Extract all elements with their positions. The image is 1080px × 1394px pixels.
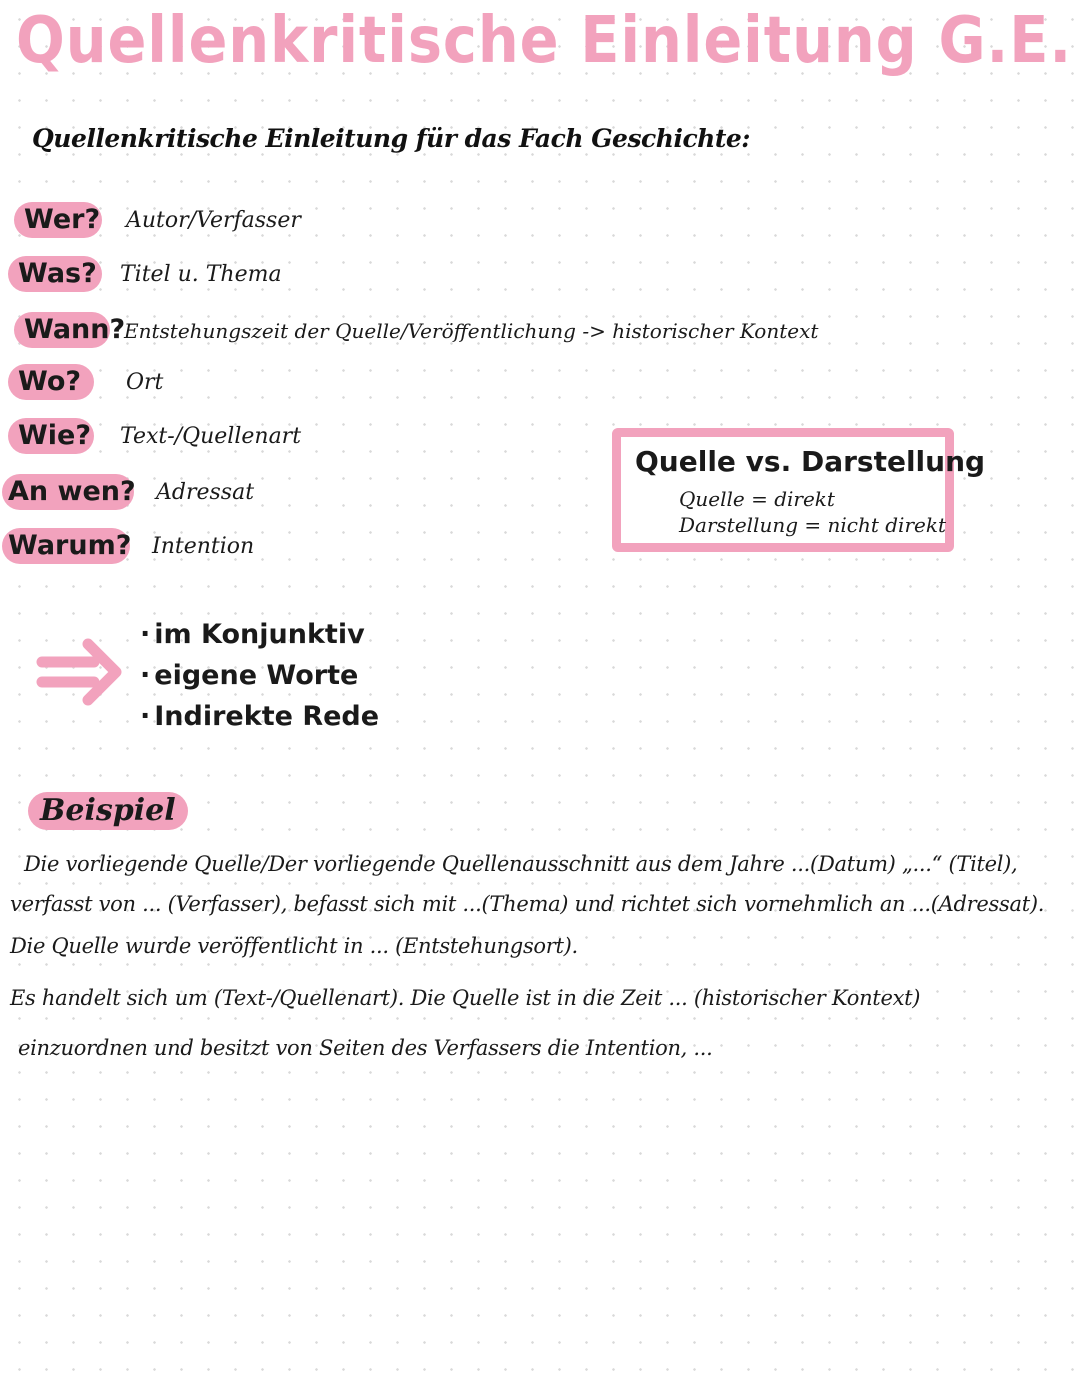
question-label: Wer? xyxy=(14,202,102,238)
question-label: Wann? xyxy=(14,312,110,348)
example-line: Die vorliegende Quelle/Der vorliegende Quellenausschnitt aus dem Jahre ...(Datum) „...“ (Titel), xyxy=(24,852,1018,876)
question-label: Warum? xyxy=(2,528,130,564)
question-answer: Entstehungszeit der Quelle/Veröffentlichung -> historischer Kontext xyxy=(124,319,819,343)
quelle-vs-darstellung-box xyxy=(612,428,986,552)
double-arrow-icon xyxy=(36,636,126,706)
question-label: Wo? xyxy=(8,364,94,400)
question-answer: Autor/Verfasser xyxy=(126,208,301,233)
box-line-quelle: Quelle = direkt xyxy=(679,487,835,511)
example-label: Beispiel xyxy=(28,792,188,830)
example-line: Es handelt sich um (Text-/Quellenart). Die Quelle ist in die Zeit ... (historischer Kontext) xyxy=(10,986,921,1010)
bullet-item: · Indirekte Rede xyxy=(140,696,379,737)
question-label: An wen? xyxy=(2,474,134,510)
question-answer: Text-/Quellenart xyxy=(120,424,302,449)
page-title: Quellenkritische Einleitung G.E. xyxy=(16,4,1073,78)
question-answer: Intention xyxy=(152,534,255,559)
example-line: einzuordnen und besitzt von Seiten des Verfassers die Intention, ... xyxy=(18,1036,713,1060)
question-answer: Adressat xyxy=(156,480,255,505)
question-answer: Ort xyxy=(126,370,164,395)
example-line: Die Quelle wurde veröffentlicht in ... (Entstehungsort). xyxy=(10,934,578,958)
bullet-item: · eigene Worte xyxy=(140,655,379,696)
question-answer: Titel u. Thema xyxy=(120,262,282,287)
question-label: Was? xyxy=(8,256,102,292)
example-line: verfasst von ... (Verfasser), befasst sich mit ...(Thema) und richtet sich vornehmlich an ...(Adressat). xyxy=(10,892,1045,916)
question-label: Wie? xyxy=(8,418,94,454)
bullet-list xyxy=(140,614,379,737)
box-line-darstellung: Darstellung = nicht direkt xyxy=(679,513,946,537)
box-heading: Quelle vs. Darstellung xyxy=(635,445,986,478)
bullet-item: · im Konjunktiv xyxy=(140,614,379,655)
page-subtitle: Quellenkritische Einleitung für das Fach Geschichte: xyxy=(32,124,751,153)
